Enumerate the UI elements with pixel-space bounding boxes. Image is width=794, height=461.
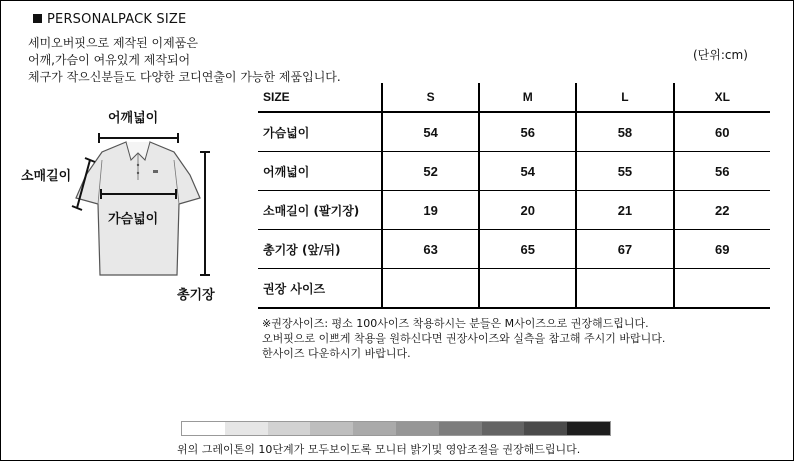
table-cell: 67	[576, 230, 673, 269]
table-row	[258, 191, 770, 230]
chest-width-label: 가슴넓이	[108, 212, 159, 227]
size-l-header: L	[576, 83, 673, 112]
table-row	[258, 269, 770, 309]
grayscale-bar	[181, 421, 611, 436]
table-cell	[479, 269, 576, 309]
grayscale-swatch	[310, 422, 353, 435]
size-xl-header: XL	[674, 83, 770, 112]
grayscale-swatch	[396, 422, 439, 435]
table-cell	[382, 269, 479, 309]
size-s-header: S	[382, 83, 479, 112]
page-title: PERSONALPACK SIZE	[47, 12, 187, 27]
table-cell: 60	[674, 112, 770, 152]
row-label: 총기장 (앞/뒤)	[258, 230, 382, 269]
measurement-diagram	[0, 0, 260, 320]
grayscale-swatch	[567, 422, 610, 435]
row-label: 어깨넓이	[258, 152, 382, 191]
shoulder-width-label: 어깨넓이	[108, 111, 159, 126]
table-row	[258, 112, 770, 152]
footer-note: 위의 그레이톤의 10단계가 모두보이도록 모니터 밝기및 영암조절을 권장해드립니다.	[177, 443, 581, 456]
grayscale-swatch	[182, 422, 225, 435]
table-cell: 52	[382, 152, 479, 191]
table-cell: 54	[479, 152, 576, 191]
table-cell: 58	[576, 112, 673, 152]
table-cell	[674, 269, 770, 309]
size-header-cell: SIZE	[258, 83, 382, 112]
table-cell: 69	[674, 230, 770, 269]
table-cell: 63	[382, 230, 479, 269]
note-line: 오버핏으로 이쁘게 착용을 원하신다면 권장사이즈와 실측을 참고해 주시기 바랍니다.	[262, 332, 666, 345]
table-cell: 55	[576, 152, 673, 191]
note-line: ※권장사이즈: 평소 100사이즈 착용하시는 분들은 M사이즈으로 권장해드립니다.	[262, 317, 649, 330]
grayscale-swatch	[268, 422, 311, 435]
table-row	[258, 230, 770, 269]
grayscale-swatch	[225, 422, 268, 435]
grayscale-swatch	[524, 422, 567, 435]
table-header-row	[258, 83, 770, 112]
table-cell: 54	[382, 112, 479, 152]
intro-line: 어깨,가슴이 여유있게 제작되어	[28, 53, 191, 67]
table-cell: 56	[674, 152, 770, 191]
note-line: 한사이즈 다운하시기 바랍니다.	[262, 347, 411, 360]
unit-label: (단위:cm)	[693, 48, 748, 62]
intro-line: 체구가 작으신분들도 다양한 코디연출이 가능한 제품입니다.	[28, 70, 341, 84]
size-m-header: M	[479, 83, 576, 112]
row-label: 권장 사이즈	[258, 269, 382, 309]
table-cell: 56	[479, 112, 576, 152]
table-cell: 21	[576, 191, 673, 230]
grayscale-swatch	[439, 422, 482, 435]
grayscale-swatch	[353, 422, 396, 435]
total-length-label: 총기장	[177, 288, 215, 303]
table-cell: 65	[479, 230, 576, 269]
size-table	[258, 83, 770, 309]
table-cell: 22	[674, 191, 770, 230]
polo-shirt-icon	[0, 0, 260, 320]
size-notes	[262, 316, 665, 361]
row-label: 소매길이 (팔기장)	[258, 191, 382, 230]
sleeve-length-label: 소매길이	[21, 169, 72, 184]
table-cell	[576, 269, 673, 309]
table-row	[258, 152, 770, 191]
table-cell: 19	[382, 191, 479, 230]
grayscale-swatch	[482, 422, 525, 435]
row-label: 가슴넓이	[258, 112, 382, 152]
intro-line: 세미오버핏으로 제작된 이제품은	[28, 36, 198, 50]
table-cell: 20	[479, 191, 576, 230]
